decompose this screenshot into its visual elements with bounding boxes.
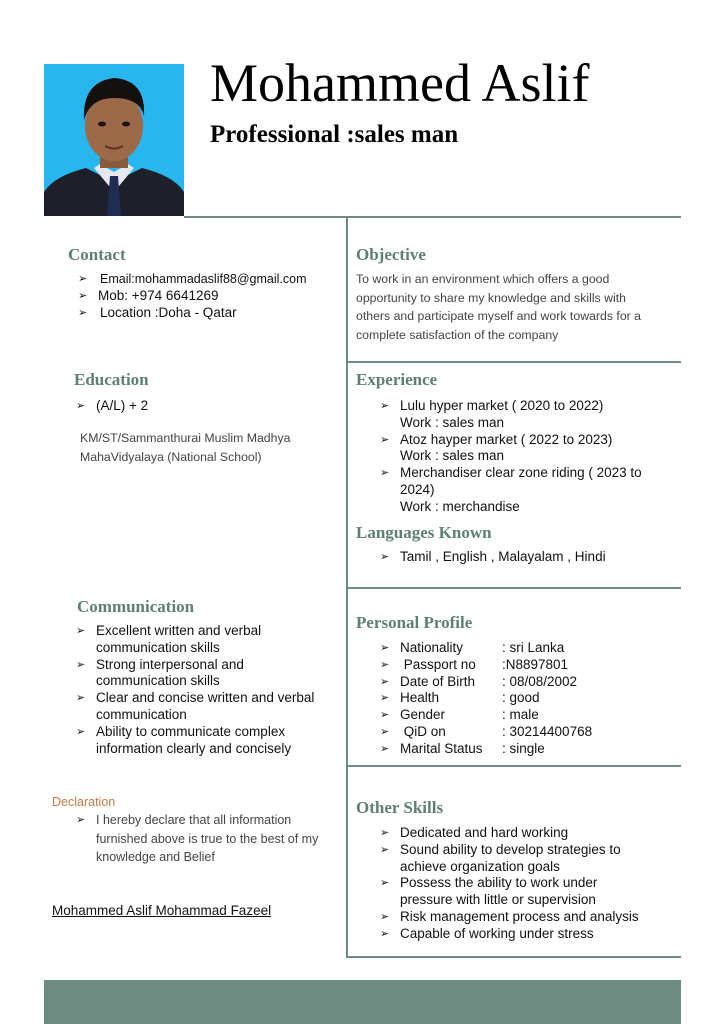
communication-line: communication skills <box>96 673 220 689</box>
profile-value: : 30214400768 <box>502 723 593 739</box>
experience-item <box>378 465 678 515</box>
experience-line: ➢ Atoz hayper market ( 2022 to 2023) <box>400 431 613 447</box>
profile-key: ➢ Date of Birth <box>400 673 476 689</box>
profile-value: : male <box>502 707 539 723</box>
declaration-line: ➢ I hereby declare that all information <box>96 813 292 827</box>
skill-line: pressure with little or supervision <box>400 892 596 908</box>
profile-row-gender <box>378 707 678 724</box>
declaration-item <box>74 811 346 867</box>
objective-text <box>356 270 681 344</box>
school-line: MahaVidyalaya (National School) <box>80 449 262 464</box>
bottom-divider <box>348 956 681 958</box>
experience-title: Experience <box>356 370 438 389</box>
contact-email: ➢ Email:mohammadaslif88@gmail.com <box>76 271 344 288</box>
experience-list <box>378 398 678 516</box>
education-list <box>74 398 342 415</box>
profile-row-dob <box>378 674 678 691</box>
education-item: ➢ (A/L) + 2 <box>74 398 342 415</box>
profile-key: ➢ Marital Status <box>400 740 483 756</box>
communication-item <box>74 724 346 758</box>
objective-line: To work in an environment which offers a good <box>356 272 610 286</box>
skill-item <box>378 825 678 842</box>
communication-list <box>74 623 346 757</box>
profile-key: ➢ Gender <box>400 707 446 723</box>
profile-row-qid <box>378 724 678 741</box>
communication-item <box>74 657 346 691</box>
languages-title: Languages Known <box>356 523 492 542</box>
objective-line: opportunity to share my knowledge and skills with <box>356 290 626 305</box>
experience-item <box>378 398 678 432</box>
profile-key: ➢ Passport no <box>400 656 476 672</box>
profile-row-health <box>378 690 678 707</box>
languages-divider <box>348 587 681 589</box>
skill-line: ➢ Risk management process and analysis <box>400 908 639 924</box>
profile-row-passport <box>378 657 678 674</box>
declaration-list <box>74 811 346 867</box>
personal-profile-title: Personal Profile <box>356 613 473 632</box>
profile-value: : single <box>502 740 545 756</box>
contact-title: Contact <box>68 245 126 264</box>
personal-profile-list <box>378 640 678 758</box>
experience-line: Work : sales man <box>400 448 505 464</box>
contact-list <box>76 271 344 321</box>
communication-item <box>74 623 346 657</box>
communication-title: Communication <box>77 597 195 616</box>
communication-line: communication <box>96 706 187 722</box>
school-line: KM/ST/Sammanthurai Muslim Madhya <box>80 431 291 445</box>
skill-line: ➢ Sound ability to develop strategies to <box>400 841 621 857</box>
profile-divider <box>348 765 681 767</box>
profile-row-marital <box>378 741 678 758</box>
profile-photo <box>44 64 184 216</box>
communication-line: communication skills <box>96 639 220 655</box>
header-divider <box>184 216 681 218</box>
objective-title: Objective <box>356 245 426 264</box>
communication-line: ➢ Clear and concise written and verbal <box>96 690 315 706</box>
experience-line: 2024) <box>400 481 435 497</box>
profile-value: :N8897801 <box>502 656 569 672</box>
experience-line: Work : merchandise <box>400 498 520 514</box>
contact-location: ➢ Location :Doha - Qatar <box>76 305 344 322</box>
communication-line: ➢ Excellent written and verbal <box>96 623 262 638</box>
skill-line: ➢ Possess the ability to work under <box>400 875 598 891</box>
signature-name: Mohammed Aslif Mohammad Fazeel <box>52 903 272 918</box>
experience-item <box>378 432 678 466</box>
skill-line: ➢ Capable of working under stress <box>400 925 594 941</box>
contact-mobile: ➢ Mob: +974 6641269 <box>76 288 344 305</box>
profile-value: : 08/08/2002 <box>502 673 578 689</box>
profile-value: : sri Lanka <box>502 640 565 655</box>
declaration-line: knowledge and Belief <box>96 850 215 864</box>
skill-line: achieve organization goals <box>400 858 560 874</box>
profile-value: : good <box>502 690 540 706</box>
other-skills-list <box>378 825 678 943</box>
skill-item <box>378 875 678 909</box>
declaration-line: furnished above is true to the best of my <box>96 831 319 846</box>
skill-item <box>378 842 678 876</box>
education-school <box>80 429 340 466</box>
objective-divider <box>348 361 681 363</box>
other-skills-title: Other Skills <box>356 798 444 817</box>
communication-line: ➢ Ability to communicate complex <box>96 723 286 739</box>
languages-list <box>378 549 678 566</box>
declaration-title: Declaration <box>52 795 116 809</box>
skill-item <box>378 926 678 943</box>
profession-title: Professional :sales man <box>210 121 459 148</box>
education-title: Education <box>74 370 149 389</box>
experience-line: ➢ Lulu hyper market ( 2020 to 2022) <box>400 398 604 413</box>
profile-key: ➢ Nationality <box>400 640 464 655</box>
experience-line: Work : sales man <box>400 414 505 430</box>
skill-line: ➢ Dedicated and hard working <box>400 825 569 840</box>
objective-line: complete satisfaction of the company <box>356 327 559 342</box>
communication-item <box>74 690 346 724</box>
communication-line: information clearly and concisely <box>96 740 292 756</box>
footer-bar <box>44 980 681 1024</box>
objective-line: others and participate myself and work towards for a <box>356 309 642 323</box>
experience-line: ➢ Merchandiser clear zone riding ( 2023 to <box>400 465 642 481</box>
skill-item <box>378 909 678 926</box>
communication-line: ➢ Strong interpersonal and <box>96 656 244 672</box>
profile-row-nationality <box>378 640 678 657</box>
profile-key: ➢ Health <box>400 690 440 706</box>
candidate-name: Mohammed Aslif <box>210 53 590 113</box>
languages-item: ➢ Tamil , English , Malayalam , Hindi <box>378 549 678 566</box>
profile-key: ➢ QiD on <box>400 723 446 739</box>
